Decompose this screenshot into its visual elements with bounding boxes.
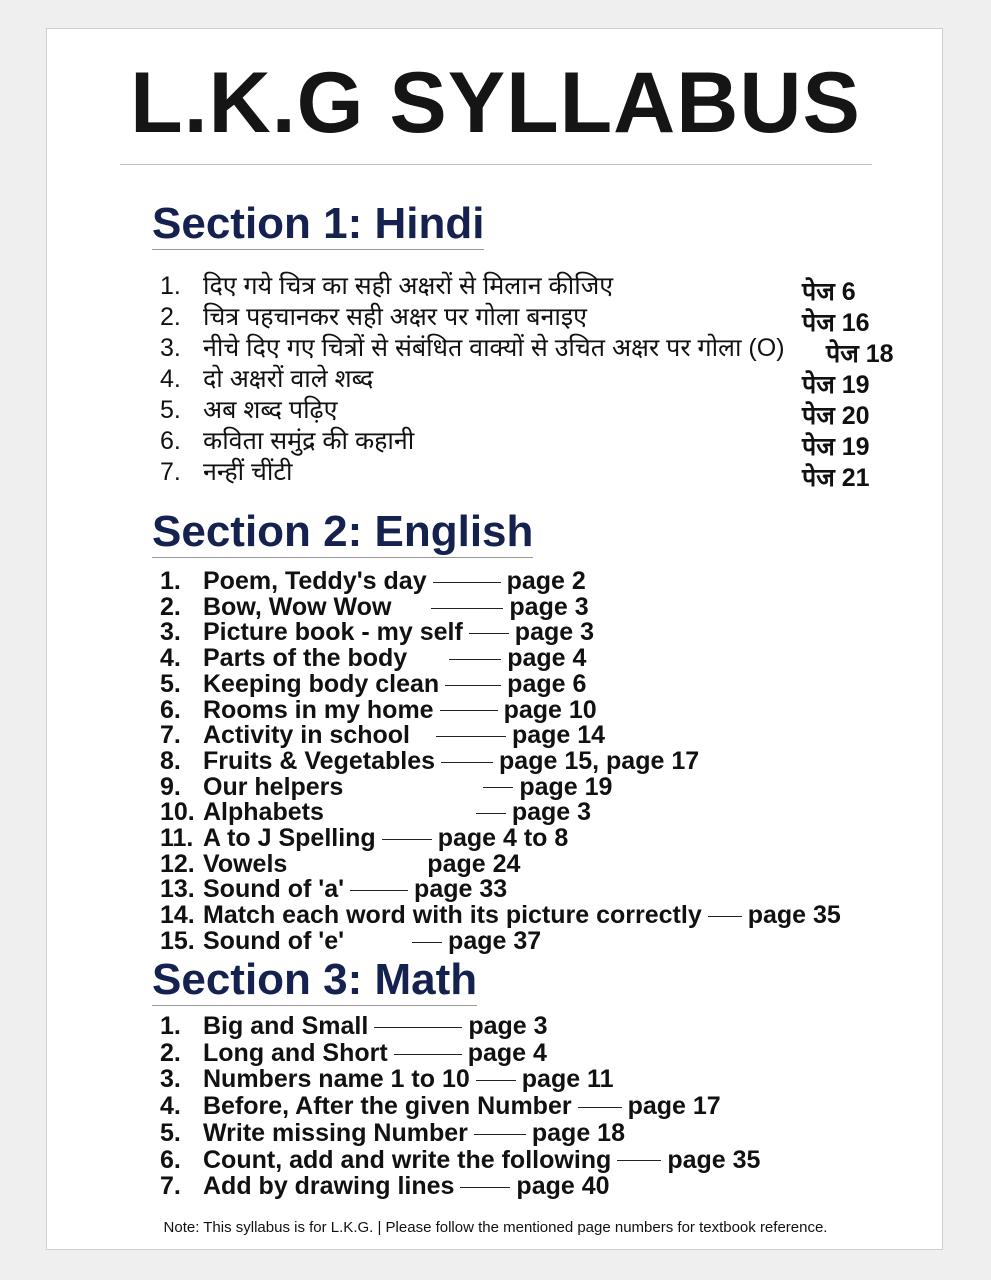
list-item: 13. Sound of 'a' page 33 [160,875,508,904]
dash-leader [382,839,432,840]
dash-leader [460,1187,510,1188]
list-item: 1. Poem, Teddy's day page 2 [160,567,586,595]
page-ref: पेज 6 [802,278,856,306]
dash-leader [476,1080,516,1081]
dash-leader [394,1054,462,1055]
list-item: 1. दिए गये चित्र का सही अक्षरों से मिलान कीजिए [160,272,614,300]
dash-leader [441,762,493,763]
list-item: 10. Alphabets page 3 [160,798,592,827]
dash-leader [431,608,503,609]
section-heading-english: Section 2: English [152,507,534,556]
list-item: 6. Count, add and write the following page 35 [160,1145,761,1174]
list-item: 3. Numbers name 1 to 10 page 11 [160,1065,614,1094]
footer-note: Note: This syllabus is for L.K.G. | Please follow the mentioned page numbers for textbook reference. [163,1219,828,1236]
list-item: 15. Sound of 'e' page 37 [160,926,542,955]
list-item: 5. Write missing Number page 18 [160,1118,625,1147]
list-item: 2. चित्र पहचानकर सही अक्षर पर गोला बनाइए [160,303,587,331]
dash-leader [436,736,506,737]
list-item: 7. Activity in school page 14 [160,721,606,750]
list-item: 12. Vowels page 24 [160,849,521,878]
list-item: 3. नीचे दिए गए चित्रों से संबंधित वाक्यों से उचित अक्षर पर गोला (O) [160,334,785,362]
list-item: 2. Long and Short page 4 [160,1038,547,1067]
dash-leader [469,633,509,634]
list-item: 4. Parts of the body page 4 [160,644,587,673]
page-ref: पेज 21 [802,464,870,492]
section-heading-hindi: Section 1: Hindi [152,199,485,248]
dash-leader [433,582,501,583]
list-item: 6. Rooms in my home page 10 [160,695,597,724]
page-title: L.K.G SYLLABUS [130,55,861,151]
dash-leader [412,942,442,943]
dash-leader [440,710,498,711]
list-item: 11. A to J Spelling page 4 to 8 [160,824,569,852]
page-ref: पेज 19 [802,371,870,399]
dash-leader [449,659,501,660]
dash-leader [617,1160,661,1161]
list-item: 6. कविता समुंद्र की कहानी [160,427,415,455]
dash-leader [578,1107,622,1108]
dash-leader [474,1134,526,1135]
page-ref: पेज 18 [826,340,894,368]
list-item: 7. नन्हीं चींटी [160,458,293,486]
list-item: 5. अब शब्द पढ़िए [160,396,338,424]
page-ref: पेज 16 [802,309,870,337]
page-ref: पेज 19 [802,433,870,461]
list-item: 2. Bow, Wow Wow page 3 [160,592,589,621]
title-divider [120,164,872,165]
list-item: 5. Keeping body clean page 6 [160,669,587,698]
section-heading-math: Section 3: Math [152,955,478,1004]
dash-leader [476,813,506,814]
page-ref: पेज 20 [802,402,870,430]
list-item: 1. Big and Small page 3 [160,1012,548,1040]
dash-leader [483,787,513,788]
dash-leader [708,916,742,917]
list-item: 3. Picture book - my self page 3 [160,618,594,647]
list-item: 9. Our helpers page 19 [160,772,613,801]
list-item: 7. Add by drawing lines page 40 [160,1172,610,1201]
dash-leader [374,1027,462,1028]
dash-leader [445,685,501,686]
list-item: 8. Fruits & Vegetables page 15, page 17 [160,746,700,775]
list-item: 4. दो अक्षरों वाले शब्द [160,365,374,393]
dash-leader [350,890,408,891]
list-item: 14. Match each word with its picture correctly page 35 [160,901,841,930]
list-item: 4. Before, After the given Number page 17 [160,1092,721,1121]
